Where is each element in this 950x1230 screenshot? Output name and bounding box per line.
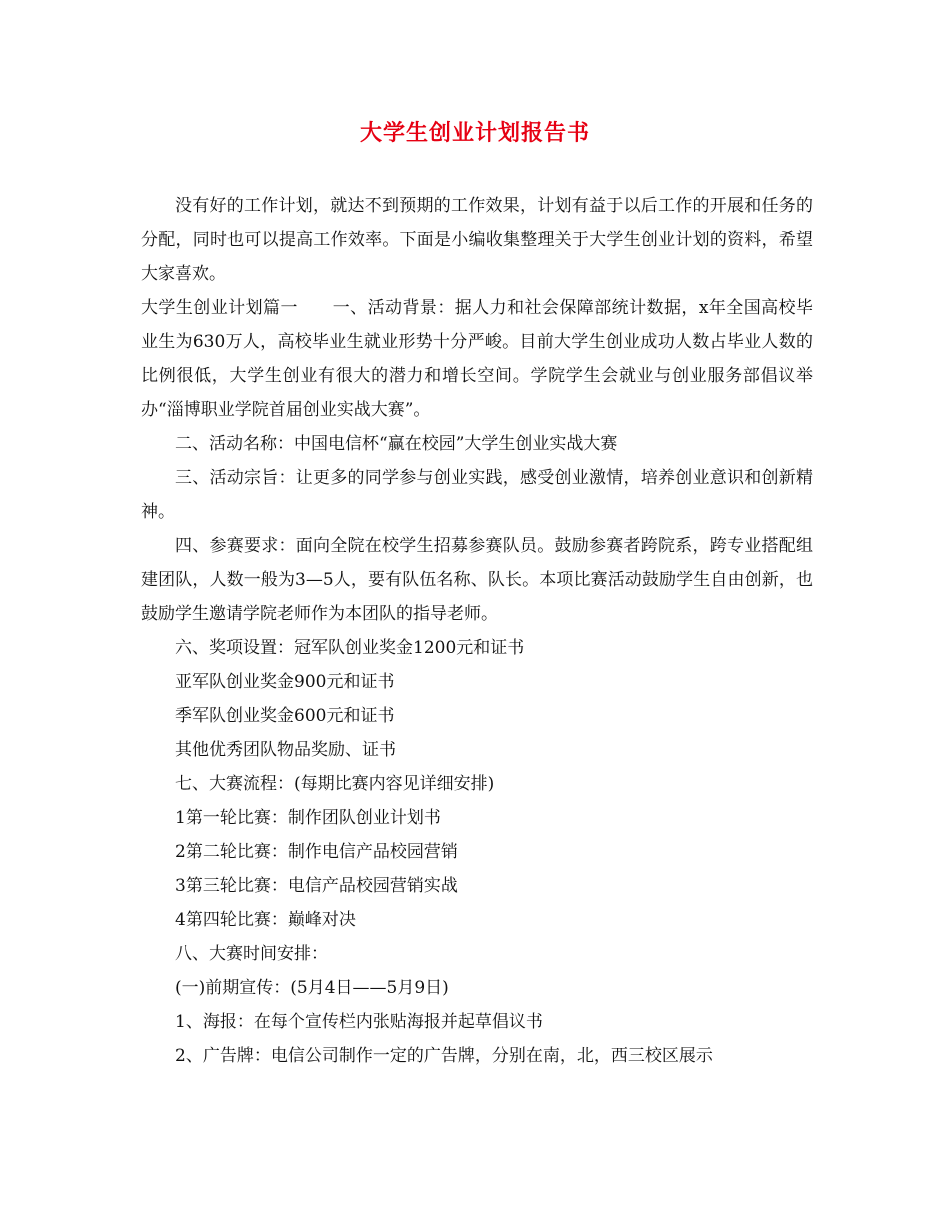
paragraph-round-1: 1第一轮比赛：制作团队创业计划书 [175, 808, 441, 828]
paragraph-activity-purpose: 三、活动宗旨：让更多的同学参与创业实践，感受创业激情，培养创业意识和创新精神。 [141, 468, 813, 522]
paragraph-award-third: 季军队创业奖金600元和证书 [175, 706, 395, 726]
paragraph-schedule: 八、大赛时间安排： [175, 944, 328, 964]
paragraph-intro: 没有好的工作计划，就达不到预期的工作效果，计划有益于以后工作的开展和任务的分配，同时也可以提高工作效率。下面是小编收集整理关于大学生创业计划的资料，希望大家喜欢。 [141, 196, 813, 284]
paragraph-round-2: 2第二轮比赛：制作电信产品校园营销 [175, 842, 458, 862]
paragraph-background: 大学生创业计划篇一 一、活动背景：据人力和社会保障部统计数据，x年全国高校毕业生为630万人，高校毕业生就业形势十分严峻。目前大学生创业成功人数占毕业人数的比例很低，大学生创业有很大的潜力和增长空间。学院学生会就业与创业服务部倡议举办“淄博职业学院首届创业实战大赛”。 [141, 298, 813, 420]
paragraph-round-3: 3第三轮比赛：电信产品校园营销实战 [175, 876, 458, 896]
paragraph-process: 七、大赛流程：(每期比赛内容见详细安排) [175, 774, 495, 794]
paragraph-billboard: 2、广告牌：电信公司制作一定的广告牌，分别在南，北，西三校区展示 [175, 1046, 713, 1066]
paragraph-award-other: 其他优秀团队物品奖励、证书 [175, 740, 396, 760]
paragraph-awards: 六、奖项设置：冠军队创业奖金1200元和证书 [175, 638, 525, 658]
paragraph-poster: 1、海报：在每个宣传栏内张贴海报并起草倡议书 [175, 1012, 543, 1032]
paragraph-requirements: 四、参赛要求：面向全院在校学生招募参赛队员。鼓励参赛者跨院系，跨专业搭配组建团队，人数一般为3—5人，要有队伍名称、队长。本项比赛活动鼓励学生自由创新，也鼓励学生邀请学院老师作为本团队的指导老师。 [141, 536, 813, 624]
paragraph-publicity: (一)前期宣传：(5月4日——5月9日) [175, 978, 449, 998]
document-title: 大学生创业计划报告书 [359, 120, 590, 146]
paragraph-round-4: 4第四轮比赛：巅峰对决 [175, 910, 356, 930]
document-body [141, 189, 813, 1073]
paragraph-award-second: 亚军队创业奖金900元和证书 [175, 672, 395, 692]
paragraph-activity-name: 二、活动名称：中国电信杯“赢在校园”大学生创业实战大赛 [175, 434, 618, 454]
